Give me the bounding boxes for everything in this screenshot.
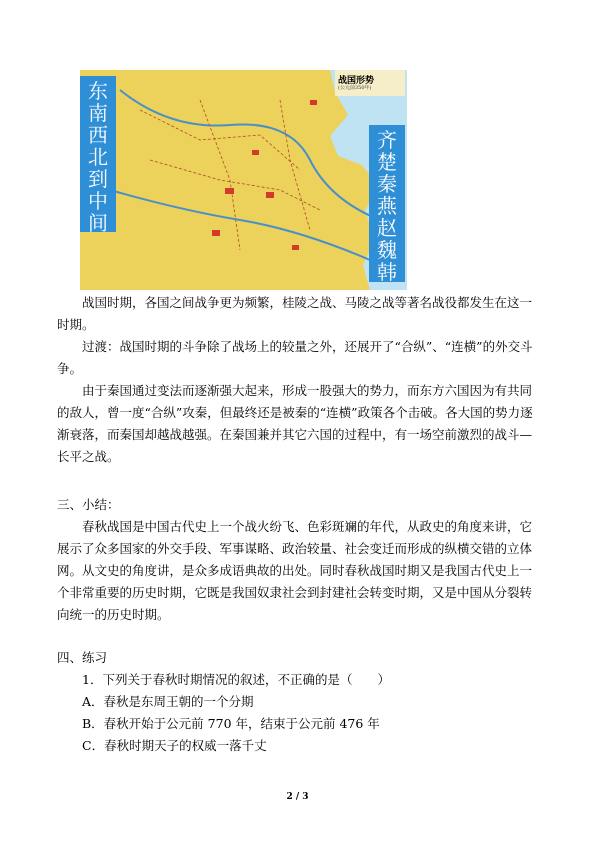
paragraph-battles: 战国时期，各国之间战争更为频繁，桂陵之战、马陵之战等著名战役都发生在这一时期。 xyxy=(57,295,533,332)
page-number: 2 / 3 xyxy=(286,792,309,802)
map-title: 战国形势 xyxy=(338,76,375,86)
map-subtitle: (公元前350年) xyxy=(338,85,372,91)
practice-option-b: B．春秋开始于公元前 770 年，结束于公元前 476 年 xyxy=(82,716,380,731)
map-right-caption: 齐楚秦燕赵魏韩 xyxy=(369,125,405,282)
paragraph-qin-rise: 由于秦国通过变法而逐渐强大起来，形成一股强大的势力，而东方六国因为有共同的敌人，曾一度“合纵”攻秦，但最终还是被秦的“连横”政策各个击破。各大国的势力逐渐衰落，而秦国却越战越强。在秦国兼并其它六国的过程中，有一场空前激烈的战斗—长平之战。 xyxy=(57,383,533,464)
warring-states-map xyxy=(80,70,407,290)
map-left-caption: 东南西北到中间 xyxy=(80,76,116,232)
summary-heading: 三、小结： xyxy=(57,497,120,512)
practice-heading: 四、练习 xyxy=(57,650,108,665)
summary-paragraph-2: 从文史的角度讲，是众多成语典故的出处。同时春秋战国时期又是我国古代史上一个非常重要的历史时期，它既是我国奴隶社会到封建社会转变时期，又是中国从分裂转向统一的历史时期。 xyxy=(57,563,533,622)
practice-option-c: C．春秋时期天子的权威一落千丈 xyxy=(82,738,267,753)
practice-question: 1．下列关于春秋时期情况的叙述，不正确的是（ ） xyxy=(82,672,390,687)
summary-paragraph-1: 春秋战国是中国古代史上一个战火纷飞、色彩斑斓的年代，从政史的角度来讲，它展示了众多国家的外交手段、军事谋略、政治较量、社会变迁而形成的纵横交错的立体网。 xyxy=(57,519,533,578)
map-graphic xyxy=(80,70,407,290)
paragraph-transition: 过渡：战国时期的斗争除了战场上的较量之外，还展开了“合纵”、“连横”的外交斗争。 xyxy=(57,339,533,376)
practice-option-a: A．春秋是东周王朝的一个分期 xyxy=(82,694,254,709)
